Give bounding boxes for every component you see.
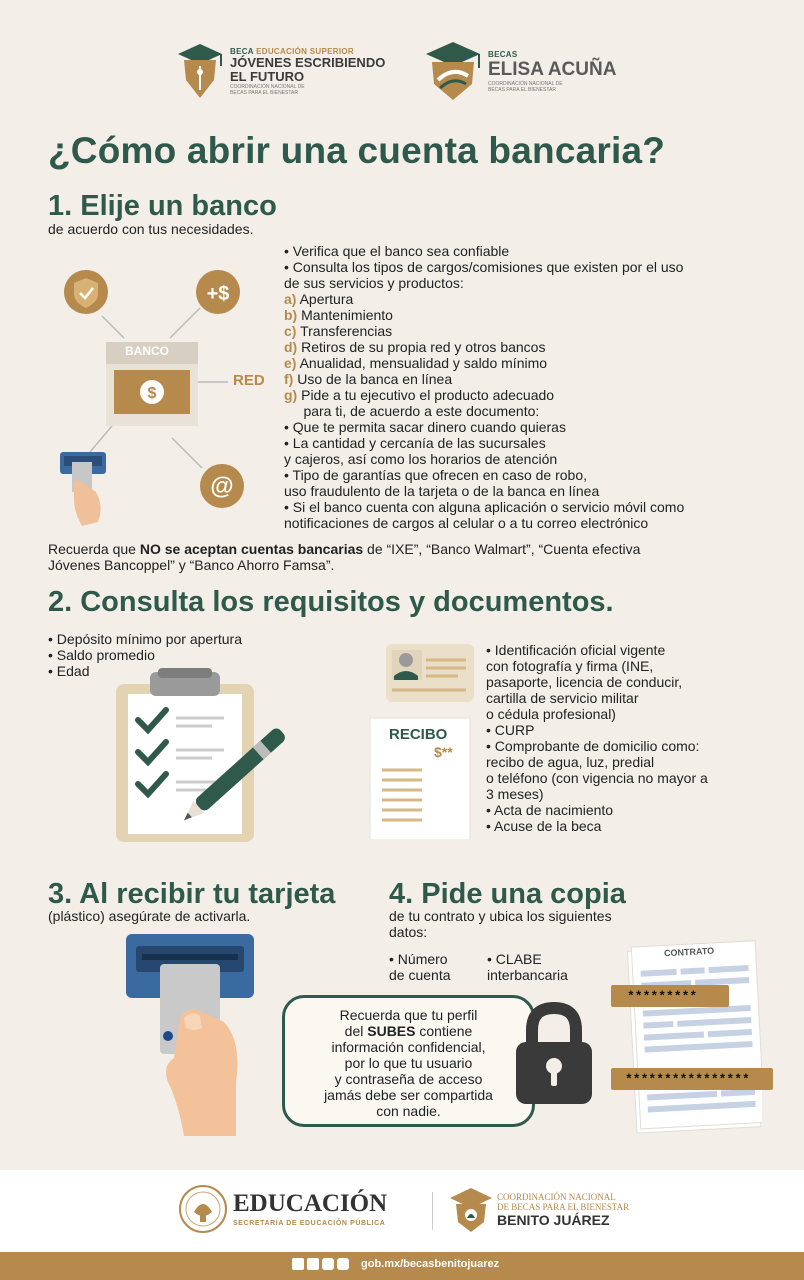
logo1-title-line2: EL FUTURO (230, 68, 305, 84)
graduation-cap-pen-icon (176, 42, 224, 100)
logo-jovenes-escribiendo (176, 42, 385, 100)
section4-heading: 4. Pide una copia (389, 878, 626, 910)
svg-text:@: @ (210, 473, 234, 500)
facebook-icon[interactable] (292, 1258, 304, 1270)
youtube-icon[interactable] (337, 1258, 349, 1270)
footer (0, 1170, 804, 1252)
logo-elisa-acuna (424, 40, 616, 102)
list-item: • Acta de nacimiento (486, 802, 614, 818)
clabe-item: • CLABE interbancaria (487, 951, 568, 983)
list-item: • Identificación oficial vigente (486, 642, 666, 658)
recibo-amount: $** (434, 744, 453, 760)
list-item: • Comprobante de domicilio como: (486, 738, 700, 754)
list-item: b) Mantenimiento (284, 307, 393, 323)
logo1-tag-prefix: BECA (230, 46, 254, 56)
section1-note: Recuerda que NO se aceptan cuentas bancarias de “IXE”, “Banco Walmart”, “Cuenta efectiva Jóvenes Bancoppel” y “Banco Ahorro Famsa”. (48, 541, 641, 573)
logo1-title-line1: JÓVENES ESCRIBIENDO (230, 54, 386, 70)
section4-sub-line1: de tu contrato y ubica los siguientes (389, 908, 612, 924)
logo2-title: ELISA ACUÑA (488, 58, 617, 80)
logo2-sub-line2: BECAS PARA EL BIENESTAR (488, 86, 556, 93)
list-item: con fotografía y firma (INE, (486, 658, 654, 674)
svg-text:$: $ (147, 385, 157, 402)
footer-education-title: EDUCACIÓN (233, 1190, 388, 1217)
clabe-code: **************** (611, 1068, 773, 1090)
list-item: 3 meses) (486, 786, 544, 802)
section1-heading: 1. Elije un banco (48, 190, 277, 222)
footer-bj-line2: DE BECAS PARA EL BIENESTAR (497, 1202, 630, 1212)
footer-education-sub: SECRETARÍA DE EDUCACIÓN PÚBLICA (233, 1220, 386, 1227)
list-item: o teléfono (con vigencia no mayor a (486, 770, 708, 786)
recibo-label: RECIBO (389, 726, 448, 743)
section3-subheading: (plástico) asegúrate de activarla. (48, 908, 251, 924)
footer-url-link[interactable]: gob.mx/becasbenitojuarez (361, 1258, 500, 1270)
list-item: • Verifica que el banco sea confiable (284, 243, 510, 259)
footer-divider (432, 1192, 433, 1230)
footer-bj-line1: COORDINACIÓN NACIONAL (497, 1192, 616, 1202)
list-item: de sus servicios y productos: (284, 275, 464, 291)
twitter-icon[interactable] (307, 1258, 319, 1270)
section4-sub-line2: datos: (389, 924, 428, 940)
svg-text:+$: +$ (206, 283, 230, 305)
list-item: • La cantidad y cercanía de las sucursales (284, 435, 546, 451)
list-item: • Edad (48, 663, 90, 679)
benito-juarez-logo-icon (448, 1186, 494, 1234)
list-item: • Depósito mínimo por apertura (48, 631, 242, 647)
account-number-code: ********* (611, 985, 729, 1007)
list-item: d) Retiros de su propia red y otros bancos (284, 339, 546, 355)
red-label: RED (233, 372, 265, 389)
contract-document-illustration (626, 938, 762, 1134)
account-number-item: • Número de cuenta (389, 951, 451, 983)
list-item: • Acuse de la beca (486, 818, 602, 834)
list-item: g) Pide a tu ejecutivo el producto adecuado (284, 387, 555, 403)
list-item: recibo de agua, luz, predial (486, 754, 655, 770)
list-item: y cajeros, así como los horarios de atención (284, 451, 558, 467)
bank-network-illustration (52, 256, 284, 534)
list-item: • Consulta los tipos de cargos/comisiones que existen por el uso (284, 259, 684, 275)
logo1-sub-line1: COORDINACIÓN NACIONAL DE (230, 83, 305, 90)
section2-heading: 2. Consulta los requisitos y documentos. (48, 586, 614, 618)
list-item: • Saldo promedio (48, 647, 155, 663)
list-item: para ti, de acuerdo a este documento: (284, 403, 540, 419)
clipboard-pen-illustration (112, 668, 292, 846)
bank-label: BANCO (125, 344, 169, 358)
graduation-cap-shield-icon (424, 40, 482, 102)
social-icons (292, 1258, 349, 1270)
list-item: o cédula profesional) (486, 706, 616, 722)
contract-label: CONTRATO (663, 945, 715, 959)
logo1-tag-rest: EDUCACIÓN SUPERIOR (256, 46, 354, 56)
list-item: pasaporte, licencia de conducir, (486, 674, 683, 690)
section1-list (284, 243, 754, 531)
logo2-sub-line1: COORDINACIÓN NACIONAL DE (488, 80, 563, 87)
list-item: notificaciones de cargos al celular o a tu correo electrónico (284, 515, 649, 531)
mexico-seal-icon (178, 1184, 228, 1234)
section1-subheading: de acuerdo con tus necesidades. (48, 221, 254, 237)
list-item: a) Apertura (284, 291, 354, 307)
list-item: f) Uso de la banca en línea (284, 371, 453, 387)
page-title: ¿Cómo abrir una cuenta bancaria? (48, 130, 666, 171)
list-item: cartilla de servicio militar (486, 690, 639, 706)
footer-bj-title: BENITO JUÁREZ (497, 1212, 610, 1228)
list-item: • Tipo de garantías que ofrecen en caso de robo, (284, 467, 587, 483)
logo2-tag: BECAS (488, 49, 518, 59)
list-item: • Que te permita sacar dinero cuando quieras (284, 419, 566, 435)
list-item: c) Transferencias (284, 323, 393, 339)
padlock-icon (508, 1002, 600, 1106)
list-item: uso fraudulento de la tarjeta o de la banca en línea (284, 483, 600, 499)
list-item: • Si el banco cuenta con alguna aplicación o servicio móvil como (284, 499, 685, 515)
list-item: e) Anualidad, mensualidad y saldo mínimo (284, 355, 548, 371)
card-activation-illustration (124, 932, 256, 1136)
section3-heading: 3. Al recibir tu tarjeta (48, 878, 336, 910)
list-item: • CURP (486, 722, 535, 738)
logo1-sub-line2: BECAS PARA EL BIENESTAR (230, 89, 298, 96)
instagram-icon[interactable] (322, 1258, 334, 1270)
section2-right-list (486, 642, 756, 834)
confidentiality-notice: Recuerda que tu perfil del SUBES contiene información confidencial, por lo que tu usuario y contraseña de acceso jamás debe ser compartida con nadie. (282, 995, 535, 1127)
